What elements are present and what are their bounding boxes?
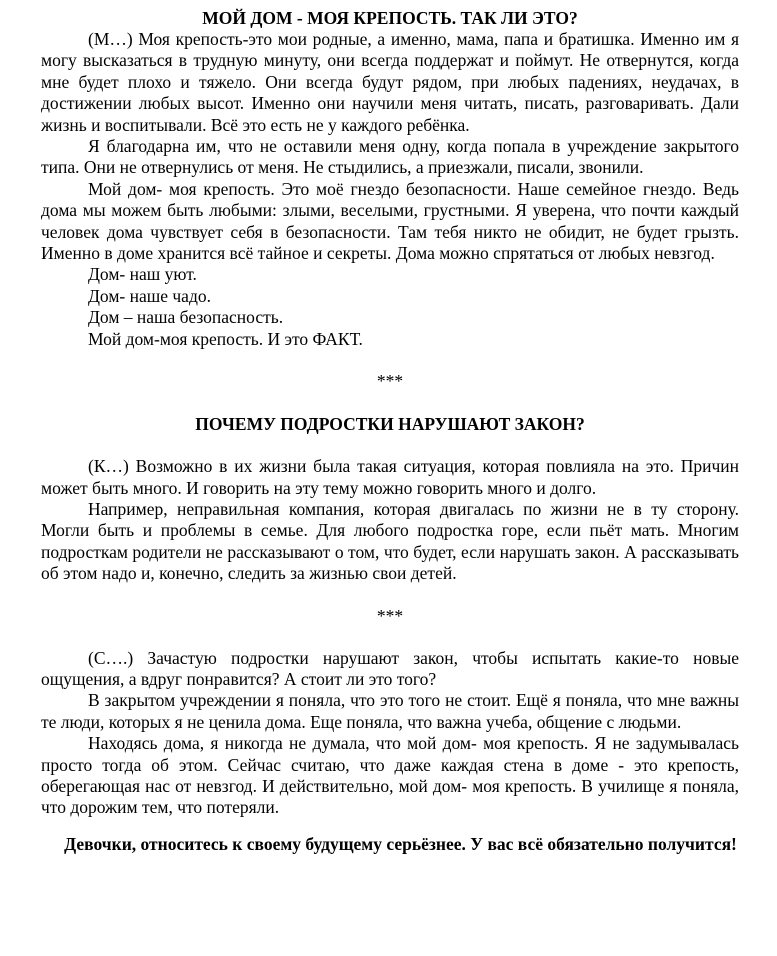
section-separator: *** [376, 371, 404, 392]
article-1-paragraph: Я благодарна им, что не оставили меня одну, когда попала в учреждение закрытого типа. Они не отвернулись от меня. Не стыдились, а приезжали, писали, звонили. [41, 136, 739, 178]
article-2-paragraph: В закрытом учреждении я поняла, что это того не стоит. Ещё я поняла, что мне важны те люди, которых я не ценила дома. Еще поняла, что важна учеба, общение с людьми. [41, 690, 739, 732]
article-1-short-line: Мой дом-моя крепость. И это ФАКТ. [88, 328, 363, 349]
article-1-short-line: Дом – наша безопасность. [88, 307, 284, 328]
spacer [41, 350, 739, 371]
article-2-paragraph: (С….) Зачастую подростки нарушают закон, чтобы испытать какие-то новые ощущения, а вдруг понравится? А стоит ли это того? [41, 647, 739, 689]
article-1-paragraph: Мой дом- моя крепость. Это моё гнездо безопасности. Наше семейное гнездо. Ведь дома мы можем быть любыми: злыми, веселыми, грустными. Я уверена, что почти каждый человек дома чувствует себя в безопасности. Там тебя никто не обидит, не будет грызть. Именно в доме хранится всё тайное и секреты. Дома можно спрятаться от любых невзгод. [41, 178, 739, 264]
closing-message: Девочки, относитесь к своему будущему серьёзнее. У вас всё обязательно получится! [64, 833, 737, 854]
document-page [41, 7, 739, 858]
article-1-short-line: Дом- наше чадо. [88, 285, 211, 306]
article-1-short-line: Дом- наш уют. [88, 264, 197, 285]
article-1-title: МОЙ ДОМ - МОЯ КРЕПОСТЬ. ТАК ЛИ ЭТО? [202, 8, 578, 28]
article-1-paragraph: (М…) Моя крепость-это мои родные, а именно, мама, папа и братишка. Именно им я могу высказаться в трудную минуту, они всегда поддержат и поймут. Не отвернутся, когда мне будет плохо и тяжело. Они всегда будут рядом, при любых падениях, неудачах, в достижении любых высот. Именно они научили меня читать, писать, разговаривать. Дали жизнь и воспитывали. Всё это есть не у каждого ребёнка. [41, 29, 739, 135]
article-2-paragraph: Например, неправильная компания, которая двигалась по жизни не в ту сторону. Могли быть и проблемы в семье. Для любого подростка горе, если пьёт мать. Многим подросткам родители не рассказывают о том, что будет, если нарушать закон. А рассказывать об этом надо и, конечно, следить за жизнью свои детей. [41, 498, 739, 584]
spacer [41, 392, 739, 413]
section-separator: *** [376, 605, 404, 626]
article-2-paragraph: Находясь дома, я никогда не думала, что мой дом- моя крепость. Я не задумывалась просто тогда об этом. Сейчас считаю, что даже каждая стена в доме - это крепость, оберегающая нас от невзгод. И действительно, мой дом- моя крепость. В училище я поняла, что дорожим тем, что потеряли. [41, 733, 739, 818]
article-2-paragraph: (К…) Возможно в их жизни была такая ситуация, которая повлияла на это. Причин может быть много. И говорить на эту тему можно говорить много и долго. [41, 456, 739, 498]
spacer [41, 585, 739, 606]
article-2-title: ПОЧЕМУ ПОДРОСТКИ НАРУШАЮТ ЗАКОН? [195, 414, 585, 435]
spacer [41, 627, 739, 648]
spacer [41, 435, 739, 456]
